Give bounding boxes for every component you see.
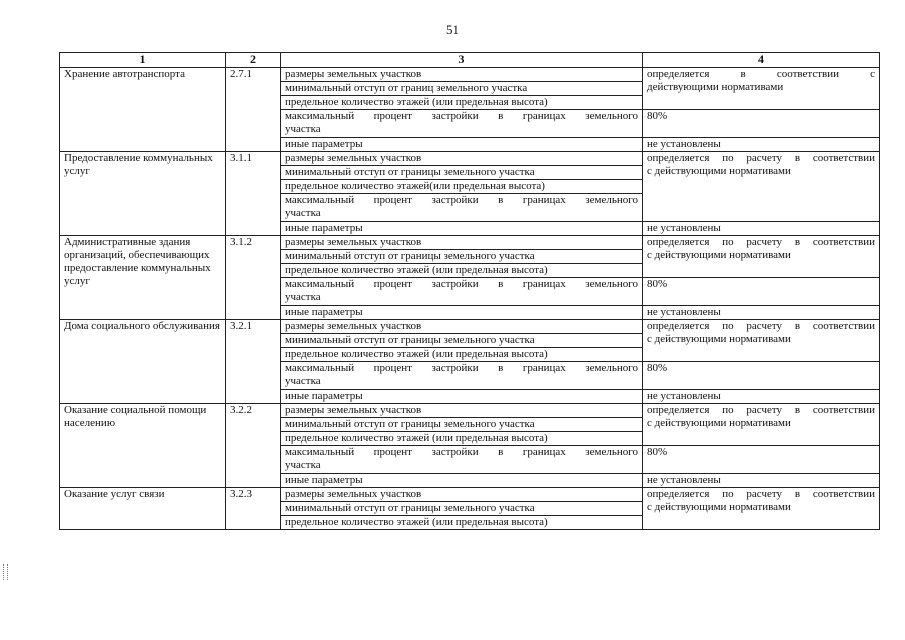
param-coverage-line-1: максимальный процент застройки в границах земельного — [285, 278, 638, 290]
use-code: 3.2.3 — [226, 488, 281, 530]
param-setback: минимальный отступ от границы земельного участка — [281, 418, 643, 432]
param-floors: предельное количество этажей (или предельная высота) — [281, 348, 643, 362]
param-coverage-line-2: участка — [285, 207, 321, 219]
regulations-table — [59, 52, 880, 530]
param-coverage-line-1: максимальный процент застройки в границах земельного — [285, 194, 638, 206]
use-code: 3.1.2 — [226, 236, 281, 320]
param-other: иные параметры — [281, 222, 643, 236]
use-code: 3.1.1 — [226, 152, 281, 236]
param-coverage-line-1: максимальный процент застройки в границах земельного — [285, 110, 638, 122]
param-size: размеры земельных участков — [281, 404, 643, 418]
header-row — [60, 53, 880, 68]
param-coverage — [281, 446, 643, 474]
use-code: 3.2.2 — [226, 404, 281, 488]
column-header-1: 1 — [60, 53, 226, 68]
table-row — [60, 68, 880, 82]
param-floors: предельное количество этажей(или предельная высота) — [281, 180, 643, 194]
use-code: 2.7.1 — [226, 68, 281, 152]
param-other: иные параметры — [281, 306, 643, 320]
value-other: не установлены — [643, 138, 880, 152]
column-header-4: 4 — [643, 53, 880, 68]
param-coverage-line-2: участка — [285, 123, 321, 135]
value-calc — [643, 152, 880, 222]
param-coverage — [281, 278, 643, 306]
param-coverage — [281, 194, 643, 222]
param-setback: минимальный отступ от границы земельного участка — [281, 250, 643, 264]
param-floors: предельное количество этажей (или предельная высота) — [281, 264, 643, 278]
value-other: не установлены — [643, 390, 880, 404]
value-coverage: 80% — [643, 362, 880, 390]
page-number: 51 — [446, 22, 459, 37]
value-other: не установлены — [643, 222, 880, 236]
param-setback: минимальный отступ от границы земельного участка — [281, 166, 643, 180]
use-name: Предоставление коммунальных услуг — [60, 152, 226, 236]
param-coverage-line-2: участка — [285, 291, 321, 303]
param-size: размеры земельных участков — [281, 488, 643, 502]
param-other: иные параметры — [281, 138, 643, 152]
value-line-1: определяется по расчету в соответствии — [647, 320, 875, 332]
value-line-2: с действующими нормативами — [647, 501, 791, 513]
table-row — [60, 236, 880, 250]
param-size: размеры земельных участков — [281, 152, 643, 166]
table-row — [60, 404, 880, 418]
param-setback: минимальный отступ от границы земельного участка — [281, 334, 643, 348]
param-coverage — [281, 110, 643, 138]
column-header-3: 3 — [281, 53, 643, 68]
use-name: Оказание социальной помощи населению — [60, 404, 226, 488]
value-calc — [643, 404, 880, 446]
value-line-2: с действующими нормативами — [647, 165, 791, 177]
param-setback: минимальный отступ от границы земельного участка — [281, 502, 643, 516]
table-row — [60, 152, 880, 166]
value-coverage: 80% — [643, 278, 880, 306]
param-setback: минимальный отступ от границ земельного участка — [281, 82, 643, 96]
value-line-2: действующими нормативами — [647, 81, 784, 93]
param-size: размеры земельных участков — [281, 320, 643, 334]
value-line-1: определяется по расчету в соответствии — [647, 488, 875, 500]
param-coverage — [281, 362, 643, 390]
param-coverage-line-2: участка — [285, 375, 321, 387]
param-floors: предельное количество этажей (или предельная высота) — [281, 516, 643, 530]
param-other: иные параметры — [281, 474, 643, 488]
param-coverage-line-1: максимальный процент застройки в границах земельного — [285, 362, 638, 374]
value-coverage: 80% — [643, 446, 880, 474]
use-name: Административные здания организаций, обеспечивающих предоставление коммунальных услуг — [60, 236, 226, 320]
value-line-1: определяется по расчету в соответствии — [647, 152, 875, 164]
param-floors: предельное количество этажей (или предельная высота) — [281, 96, 643, 110]
use-name: Хранение автотранспорта — [60, 68, 226, 152]
column-header-2: 2 — [226, 53, 281, 68]
value-other: не установлены — [643, 474, 880, 488]
value-calc — [643, 236, 880, 278]
value-line-2: с действующими нормативами — [647, 249, 791, 261]
param-coverage-line-2: участка — [285, 459, 321, 471]
value-by-norms — [643, 68, 880, 110]
use-name: Оказание услуг связи — [60, 488, 226, 530]
table-row — [60, 488, 880, 502]
value-line-2: с действующими нормативами — [647, 333, 791, 345]
value-other: не установлены — [643, 306, 880, 320]
value-coverage: 80% — [643, 110, 880, 138]
use-name: Дома социального обслуживания — [60, 320, 226, 404]
value-line-2: с действующими нормативами — [647, 417, 791, 429]
value-line-1: определяется в соответствии с — [647, 68, 875, 80]
value-calc — [643, 488, 880, 530]
param-coverage-line-1: максимальный процент застройки в границах земельного — [285, 446, 638, 458]
param-size: размеры земельных участков — [281, 68, 643, 82]
param-other: иные параметры — [281, 390, 643, 404]
table-row — [60, 320, 880, 334]
scan-edge-mark — [3, 564, 8, 580]
use-code: 3.2.1 — [226, 320, 281, 404]
value-line-1: определяется по расчету в соответствии — [647, 404, 875, 416]
param-floors: предельное количество этажей (или предельная высота) — [281, 432, 643, 446]
param-size: размеры земельных участков — [281, 236, 643, 250]
value-calc — [643, 320, 880, 362]
value-line-1: определяется по расчету в соответствии — [647, 236, 875, 248]
